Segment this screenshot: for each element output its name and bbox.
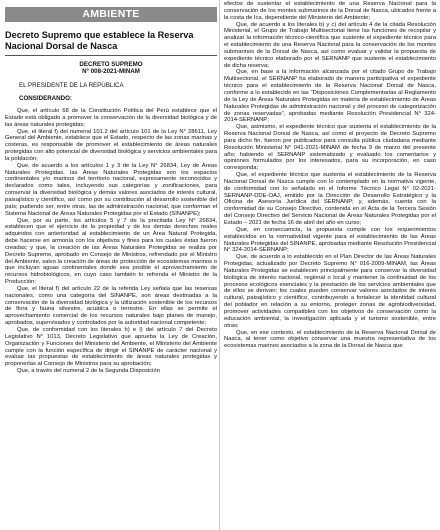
paragraph: Que, de acuerdo a los artículos 1 y 3 de la Ley N° 26834, Ley de Áreas Naturales Protegidas, las Áreas Naturales Protegidas son los espacios continentales y/o marinos del territorio nacional, expresamente reconocidos y declarados como tales, incluyendo sus categorías y zonificaciones, para conservar la diversidad biológica y demás valores asociados de interés cultural, paisajístico y científico, así como por su contribución al desarrollo sostenible del país; pudiendo ser, entre otras, las de administración nacional, que conforman el Sistema Nacional de Áreas Naturales Protegidas por el Estado (SINANPE); [5,162,217,217]
issuer-line: EL PRESIDENTE DE LA REPÚBLICA [19,81,124,89]
paragraph: Que, el literal f) del numeral 101.2 del artículo 101 de la Ley N° 28611, Ley General del Ambiente, establece que el Estado, respecto de las zonas marinas y costeras, es responsable de promover el establecimiento de áreas naturales protegidas con alto potencial de diversidad biológica y servicios ambientales para la población; [5,128,217,162]
considering-heading: CONSIDERANDO: [19,94,72,102]
paragraph: Que, en ese contexto, el establecimiento de la Reserva Nacional Dorsal de Nasca, al tener como objetivo conservar una muestra representativa de los ecosistemas marinos asociados a la zona de la Dorsal de Nasca que [224,329,436,350]
paragraph: Que, el literal f) del artículo 22 de la referida Ley señala que las reservas nacionales, como una categoría del SINANPE, son áreas destinadas a la conservación de la diversidad biológica y la utilización sostenible de los recursos de flora y fauna silvestre, acuática o terrestre. En ellas se permite el aprovechamiento comercial de los recursos naturales bajo planes de manejo, aprobados, supervisados y controlados por la autoridad nacional competente; [5,285,217,327]
decree-type: DECRETO SUPREMO [79,61,143,69]
decree-title: Decreto Supremo que establece la Reserva Nacional Dorsal de Nasca [5,30,194,51]
paragraph: Que, en base a la información alcanzada por el citado Grupo de Trabajo Multisectorial, el SERNANP ha elaborado de manera participativa el expediente técnico para el establecimiento de la Reserva Nacional Dorsal de Nasca, conforme a lo establecido en las “Disposiciones Complementarias al Reglamento de la Ley de Áreas Naturales Protegidas en materia de establecimiento de Áreas Naturales Protegidas de administración nacional y del proceso de categorización de zonas reservadas”, aprobadas mediante Resolución Presidencial N° 324-2014-SERNANP; [224,69,436,124]
paragraph: Que, el expediente técnico que sustenta el establecimiento de la Reserva Nacional Dorsal de Nasca cumple con lo contemplado en la normativa vigente, de conformidad con lo señalado en el Informe Técnico Legal N° 02-2021-SERNANP-DDE-OAJ, emitido por la Dirección de Desarrollo Estratégico y la Oficina de Asesoría Jurídica del SERNANP; y, además, cuenta con la conformidad de su Consejo Directivo, contenida en el Acta de la Tercera Sesión del Consejo Directivo del Servicio Nacional de Áreas Naturales Protegidas por el Estado – 2021 de fecha 16 de abril del año en curso; [224,172,436,226]
paragraph-continued: efectos de sustentar el establecimiento de una Reserva Nacional para la conservación de los montes submarinos de la Dorsal de Nasca, ubicados frente a la costa de Ica, dependiente del Ministerio del Ambiente; [224,1,436,21]
section-banner: AMBIENTE [5,7,217,22]
paragraph: Que, el artículo 68 de la Constitución Política del Perú establece que el Estado está obligado a promover la conservación de la diversidad biológica y de las áreas naturales protegidas; [5,108,217,128]
right-column [224,1,436,530]
paragraph: Que, por su parte, los artículos 5 y 7 de la precitada Ley N° 26834, establecen que el ejercicio de la propiedad y de los demás derechos reales adquiridos con anterioridad al establecimiento de un Área Natural Protegida, debe hacerse en armonía con los objetivos y fines para los cuales éstas fueron creadas; y que, la creación de las Áreas Naturales Protegidas se realiza por Decreto Supremo, aprobado en Consejo de Ministros, refrendado por el Ministro del Ambiente, salvo la creación de áreas de protección de ecosistemas marinos o que incluyan aguas continentales donde sea posible el aprovechamiento de recursos hidrobiológicos, en cuyo caso también lo refrenda el Ministro de la Producción; [5,217,217,286]
paragraph: Que, en consecuencia, la propuesta cumple con los requerimientos establecidos en la normatividad vigente para el establecimiento de las Áreas Naturales Protegidas del SINANPE, aprobadas mediante Resolución Presidencial N° 324-2014-SERNANP; [224,226,436,254]
decree-number: N° 008-2021-MINAM [82,68,140,76]
title-divider [5,55,217,56]
paragraph: Que, a través del numeral 2 de la Segunda Disposición [17,368,160,375]
paragraph: Que, de conformidad con los literales h) e l) del artículo 7 del Decreto Legislativo N° 1013, Decreto Legislativo que aprueba la Ley de Creación, Organización y Funciones del Ministerio del Ambiente, el Ministerio del Ambiente cumple con la función específica de dirigir el SINANPE de carácter nacional y evaluar las propuestas de establecimiento de áreas naturales protegidas y proponerlas al Consejo de Ministros para su aprobación; [5,327,217,368]
paragraph: Que, de acuerdo a los literales b) y c) del artículo 4 de la citada Resolución Ministerial, el Grupo de Trabajo Multisectorial tiene las funciones de recopilar y analizar la información técnico-científica que sustente el expediente técnico para el establecimiento de una Reserva Nacional para la conservación de los montes submarinos de la Dorsal de Nasca, así como evaluar y validar la propuesta de expediente técnico elaborado por el SERNANP que sustente el establecimiento de dicha reserva; [224,21,436,69]
left-column [5,0,217,530]
paragraph: Que, de acuerdo a lo establecido en el Plan Director de las Áreas Naturales Protegidas, actualizado por Decreto Supremo N° 016-2009-MINAM, las Áreas Naturales Protegidas se establecen principalmente para conservar la diversidad biológica de interés nacional, regional o local y mantener la continuidad de los procesos ecológicos esenciales y la prestación de los servicios ambientales que de ellos se derivan; los cuales pueden conservar valores asociados de interés cultural, paisajístico y científico, contribuyendo a fortalecer la identidad cultural del poblador en relación a su entorno, proteger zonas de agrobiodiversidad, promover actividades compatibles con los objetivos de conservación como la educación ambiental, la investigación aplicada y el turismo sostenible, entre otras; [224,254,436,329]
paragraph: Que, asimismo, el expediente técnico que sustenta el establecimiento de la Reserva Nacional Dorsal de Nasca, así como el proyecto de Decreto Supremo para dicho fin, fueron pre publicados para consulta pública ciudadana mediante Resolución Ministerial N° 041-2021-MINAM de fecha 9 de marzo del presente año; habiendo el SERNANP sistematizado y evaluado los comentarios y opiniones formulados por los interesados, para su incorporación, en caso corresponda; [224,124,436,172]
column-separator [219,0,220,530]
